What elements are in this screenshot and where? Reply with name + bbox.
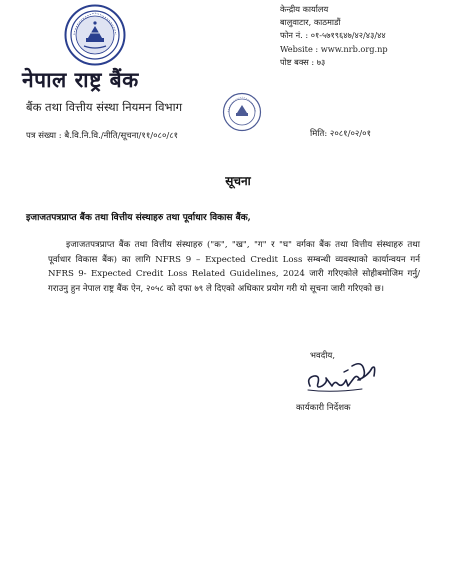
bank-seal-icon	[222, 92, 262, 132]
bank-name: नेपाल राष्ट्र बैंक	[22, 67, 139, 92]
department-name: बैंक तथा वित्तीय संस्था नियमन विभाग	[26, 100, 183, 114]
office-location: बालुवाटार, काठमाडौं	[280, 17, 341, 28]
letter-date: मिति: २०८१/०२/०१	[310, 129, 371, 139]
closing-salutation: भवदीय,	[310, 351, 336, 361]
notice-title: सूचना	[225, 174, 251, 188]
po-box: पोष्ट बक्स : ७३	[280, 56, 326, 67]
signature-icon	[302, 356, 382, 398]
website-link[interactable]: Website : www.nrb.org.np	[280, 43, 388, 54]
signatory-title: कार्यकारी निर्देशक	[296, 403, 351, 413]
notice-body-paragraph: इजाजतपत्रप्राप्त बैंक तथा वित्तीय संस्थाहरु ("क", "ख", "ग" र "घ" वर्गका बैंक तथा वित्तीय संस्थाहरु तथा पूर्वाधार विकास बैंक) का लागि NFRS 9 – Expected Credit Loss सम्बन्धी व्यवस्थाको कार्यान्वयन गर्न NFRS 9- Expected Credit Loss Related Guidelines, 2024 जारी गरिएकोले सोहीबमोजिम गर्नु/गराउनु हुन नेपाल राष्ट्र बैंक ऐन, २०५८ को दफा ७९ ले दिएको अधिकार प्रयोग गरी यो सूचना जारी गरिएको छ।	[48, 240, 420, 294]
notice-body	[48, 238, 420, 296]
notice-addressee: इजाजतपत्रप्राप्त बैंक तथा वित्तीय संस्थाहरु तथा पूर्वाधार विकास बैंक,	[26, 213, 251, 223]
office-name: केन्द्रीय कार्यालय	[280, 4, 329, 14]
bank-logo-icon	[64, 4, 126, 66]
letter-reference-number: पत्र संख्या : बै.वि.नि.वि./नीति/सूचना/११/०८०/८१	[26, 131, 179, 141]
phone-number: फोन नं. : ०१-५७१९६४७/४२/४३/४४	[280, 30, 386, 41]
contact-block	[280, 3, 388, 69]
